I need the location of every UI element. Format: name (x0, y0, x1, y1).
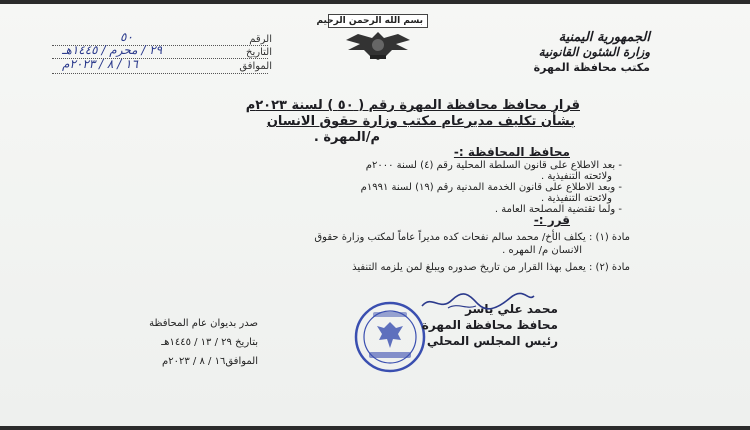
recitals-list (202, 160, 622, 215)
recital-item: - وبعد الاطلاع على قانون الخدمة المدنية رقم (١٩) لسنة ١٩٩١م (360, 182, 622, 193)
ministry-name: وزارة الشئون القانونية (538, 45, 650, 59)
signatory-title: محافظ محافظة المهرة (421, 318, 558, 332)
recital-item: ولائحته التنفيذية . (540, 193, 612, 204)
date-label: التاريخ (246, 47, 272, 58)
article-1-cont: الانسان م/ المهره . (502, 245, 582, 256)
signatory-name: محمد علي ياسر (465, 302, 558, 316)
decision-subject-cont: م/المهرة . (313, 130, 380, 145)
corr-value: ١٦ / ٨ / ٢٠٢٣م (62, 57, 138, 71)
issuance-block (118, 318, 258, 375)
decides-heading: قرر :- (533, 213, 570, 227)
corr-label: الموافق (239, 61, 272, 72)
letterhead-center (316, 14, 428, 66)
office-name: مكتب محافظة المهرة (533, 61, 650, 74)
decision-title: قرار محافظ محافظة المهرة رقم ( ٥٠ ) لسنة ٢٠٢٣م (245, 98, 580, 113)
article-2: مادة (٢) : يعمل بهذا القرار من تاريخ صدوره ويبلغ لمن يلزمه التنفيذ (352, 262, 630, 273)
signatory-title-2: رئيس المجلس المحلي (426, 334, 558, 348)
date-value: ٢٩ / محرم / ١٤٤٥هـ (62, 43, 163, 57)
issued-corr: الموافق١٦ / ٨ / ٢٠٢٣م (162, 356, 258, 367)
eagle-emblem-icon (328, 28, 428, 62)
governor-heading: محافظ المحافظة :- (453, 145, 570, 159)
ref-value: ٥٠ (120, 30, 133, 44)
signature-block (398, 298, 558, 350)
recital-item: - بعد الاطلاع على قانون السلطة المحلية رقم (٤) لسنة ٢٠٠٠م (365, 160, 622, 171)
article-1: مادة (١) : يكلف الأخ/ محمد سالم نفحات كده مديراً عاماً لمكتب وزارة حقوق (314, 232, 630, 243)
top-edge (0, 0, 750, 4)
recital-item: ولائحته التنفيذية . (540, 171, 612, 182)
corr-line (52, 73, 268, 74)
issued-date: بتاريخ ٢٩ / ١٣ / ١٤٤٥هـ (161, 337, 258, 348)
republic-name: الجمهورية اليمنية (558, 30, 650, 45)
ref-label: الرقم (249, 34, 272, 45)
issued-at: صدر بديوان عام المحافظة (149, 318, 258, 329)
decision-subject: بشأن تكليف مديرعام مكتب وزارة حقوق الانسان (266, 114, 575, 129)
handwritten-signature-icon (418, 292, 538, 314)
basmala-banner: بسم الله الرحمن الرحيم (328, 14, 428, 28)
letterhead-right (534, 30, 650, 75)
bottom-edge (0, 426, 750, 430)
recital-item: - ولما تقتضية المصلحة العامة . (494, 204, 622, 215)
